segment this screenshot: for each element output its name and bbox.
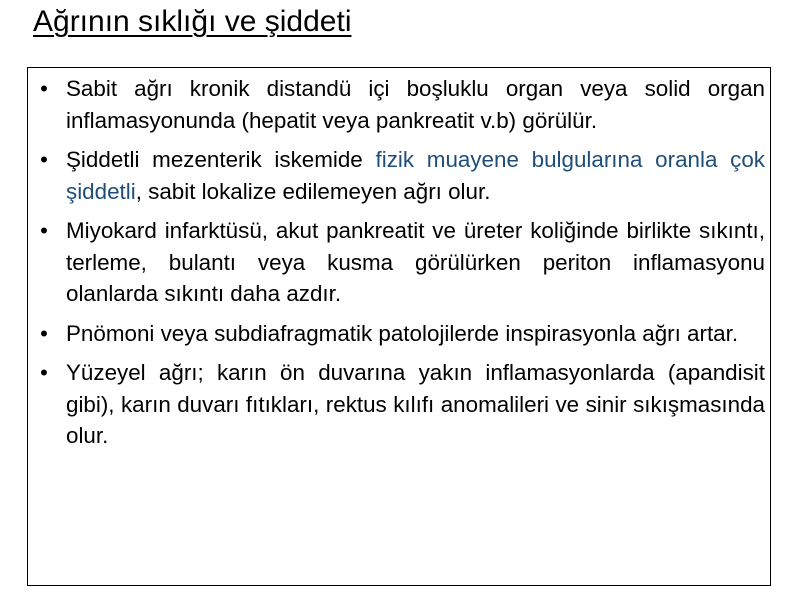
list-item (34, 144, 765, 207)
bullet-text: , sabit lokalize edilemeyen ağrı olur. (135, 178, 491, 204)
bullet-icon: • (40, 76, 48, 101)
bullet-text: Sabit ağrı kronik distandü içi boşluklu organ veya solid organ inflamasyonunda (hepatit veya pankreatit v.b) görülür. (66, 76, 765, 133)
bullet-icon: • (40, 360, 48, 385)
list-item (34, 215, 765, 310)
list-item (34, 318, 765, 350)
bullet-icon: • (40, 218, 48, 243)
content-box (27, 67, 771, 586)
list-item (34, 73, 765, 136)
bullet-text: Yüzeyel ağrı; karın ön duvarına yakın inflamasyonlarda (apandisit gibi), karın duvarı fıtıkları, rektus kılıfı anomalileri ve sinir sıkışmasında olur. (66, 360, 765, 448)
bullet-text: Pnömoni veya subdiafragmatik patolojilerde inspirasyonla ağrı artar. (66, 320, 739, 346)
bullet-text: Şiddetli mezenterik iskemide (66, 147, 376, 172)
bullet-icon: • (40, 320, 48, 346)
highlighted-text: fizik muayene bulgularına oranla çok şiddetli (66, 147, 765, 204)
list-item (34, 357, 765, 452)
bullet-text: Miyokard infarktüsü, akut pankreatit ve üreter koliğinde birlikte sıkıntı, terleme, bulantı veya kusma görülürken periton inflamasyonu olanlarda sıkıntı daha azdır. (66, 218, 765, 306)
slide-title: Ağrının sıklığı ve şiddeti (33, 5, 352, 38)
bullet-list (34, 73, 765, 460)
bullet-icon: • (40, 147, 48, 172)
